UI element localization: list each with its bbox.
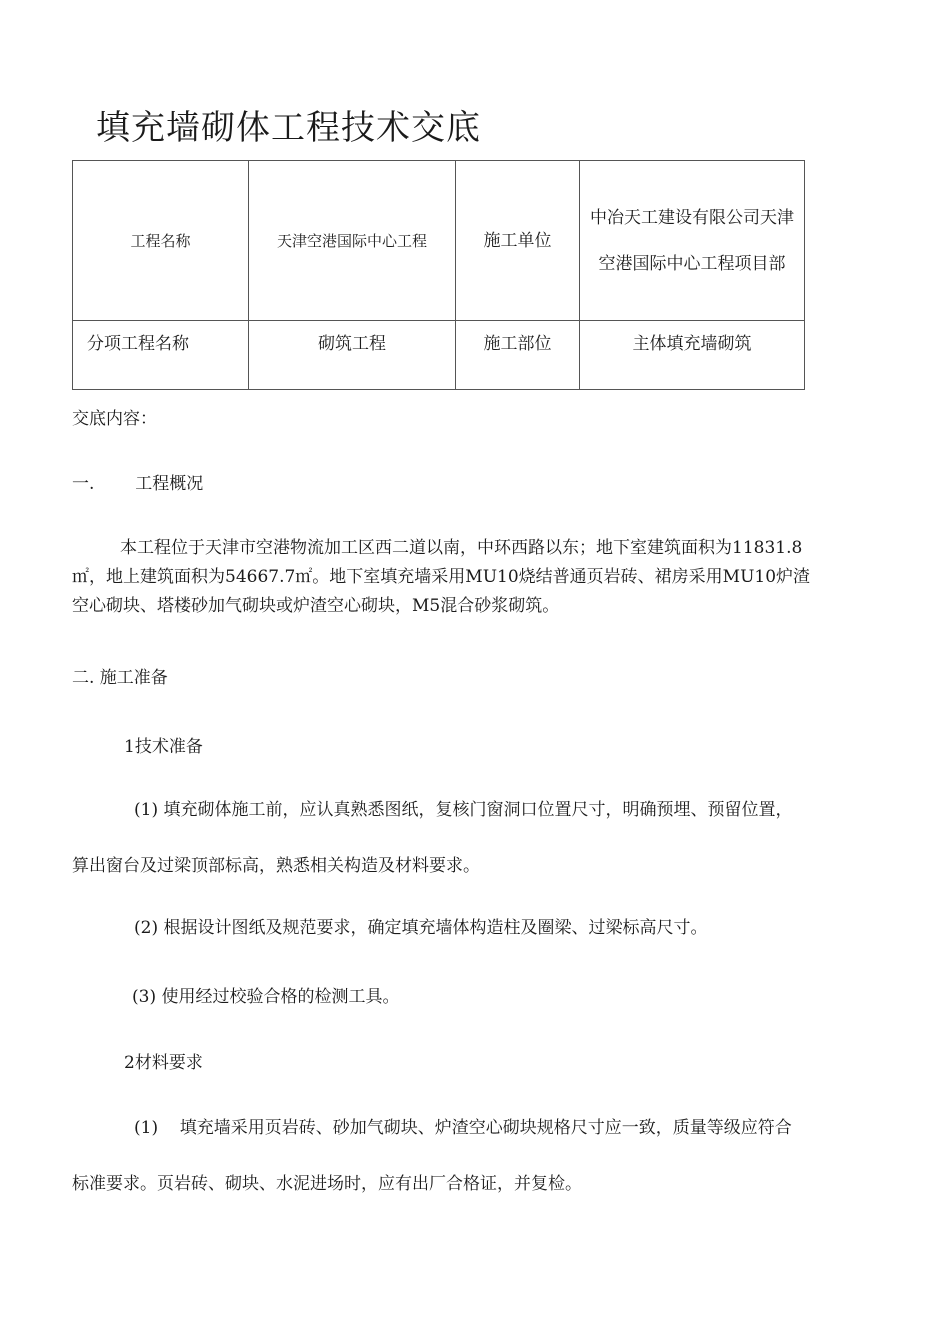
sub2-heading: 2材料要求 <box>124 1053 203 1073</box>
sub2-item-1: (1) 填充墙采用页岩砖、砂加气砌块、炉渣空心砌块规格尺寸应一致，质量等级应符合标准要求。页岩砖、砌块、水泥进场时，应有出厂合格证，并复检。 <box>72 1118 792 1194</box>
document-title: 填充墙砌体工程技术交底 <box>96 108 481 148</box>
section1-heading <box>72 469 808 494</box>
project-name-label: 工程名称 <box>73 161 249 321</box>
info-table <box>72 160 805 390</box>
contractor-value: 中冶天工建设有限公司天津空港国际中心工程项目部 <box>580 161 805 321</box>
contractor-label: 施工单位 <box>456 161 580 321</box>
section1-heading-num: 一. <box>72 474 95 494</box>
info-row-subproject <box>73 321 805 390</box>
subproject-label: 分项工程名称 <box>73 321 249 390</box>
project-name-value: 天津空港国际中心工程 <box>249 161 456 321</box>
content-label: 交底内容： <box>72 409 157 429</box>
sub1-item-1: (1) 填充砌体施工前，应认真熟悉图纸，复核门窗洞口位置尺寸，明确预埋、预留位置，算出窗台及过梁顶部标高，熟悉相关构造及材料要求。 <box>72 800 793 876</box>
section1-heading-text: 工程概况 <box>135 474 204 494</box>
location-label: 施工部位 <box>456 321 580 390</box>
section2-heading: 二. 施工准备 <box>72 668 168 688</box>
sub1-item-3: (3) 使用经过校验合格的检测工具。 <box>132 987 400 1007</box>
sub1-item-2: (2) 根据设计图纸及规范要求，确定填充墙体构造柱及圈梁、过梁标高尺寸。 <box>134 918 708 938</box>
info-row-project <box>73 161 805 321</box>
sub1-heading: 1技术准备 <box>124 737 203 757</box>
location-value: 主体填充墙砌筑 <box>580 321 805 390</box>
section1-paragraph: 本工程位于天津市空港物流加工区西二道以南，中环西路以东；地下室建筑面积为11831.8㎡，地上建筑面积为54667.7㎡。地下室填充墙采用MU10烧结普通页岩砖、裙房采用MU10炉渣空心砌块、塔楼砂加气砌块或炉渣空心砌块，M5混合砂浆砌筑。 <box>72 538 811 616</box>
subproject-value: 砌筑工程 <box>249 321 456 390</box>
